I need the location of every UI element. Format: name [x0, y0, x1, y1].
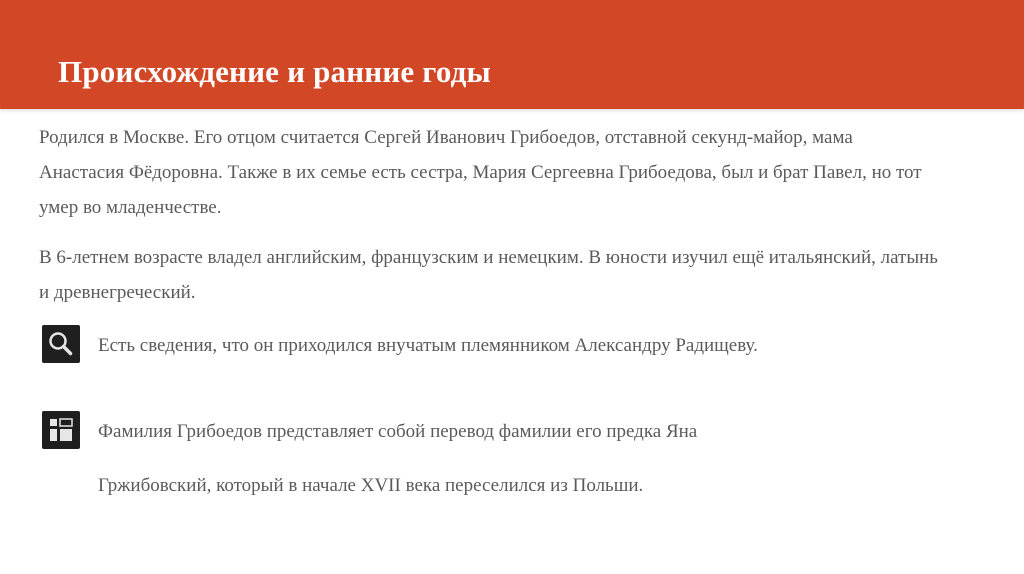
magnifier-icon [42, 325, 80, 363]
windows-layout-icon [42, 411, 80, 449]
surname-note-line-1: Фамилия Грибоедов представляет собой перевод фамилии его предка Яна [98, 421, 698, 442]
paragraph-languages: В 6-летнем возрасте владел английским, французским и немецким. В юности изучил ещё итальянский, латынь и древнегреческий. [39, 247, 938, 303]
radishchev-note: Есть сведения, что он приходился внучатым племянником Александру Радищеву. [98, 335, 758, 356]
surname-note-line-2: Гржибовский, который в начале XVII века переселился из Польши. [98, 475, 644, 496]
slide-title: Происхождение и ранние годы [58, 54, 491, 89]
paragraph-family: Родился в Москве. Его отцом считается Сергей Иванович Грибоедов, отставной секунд-майор, мама Анастасия Фёдоровна. Также в их семье есть сестра, Мария Сергеевна Грибоедова, был и брат Павел, но тот умер во младенчестве. [39, 127, 922, 218]
title-banner [0, 0, 1024, 109]
